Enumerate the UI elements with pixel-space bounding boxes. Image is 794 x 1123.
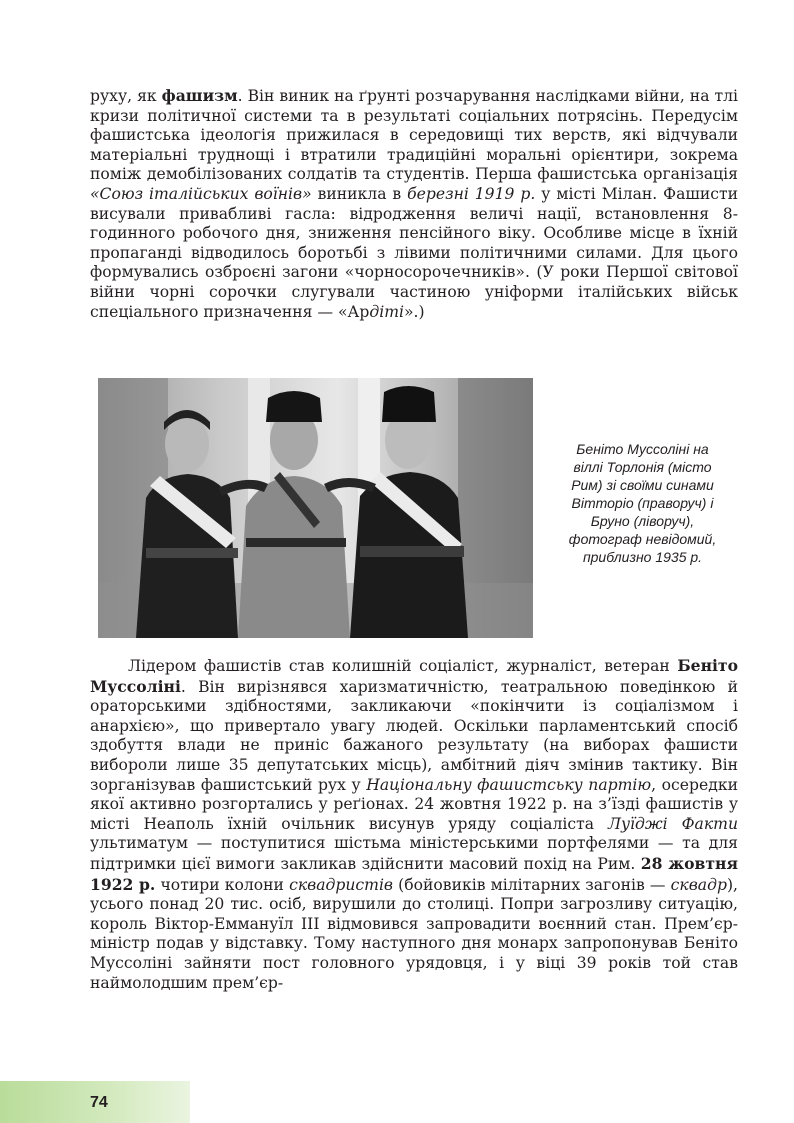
term-squadre: сквадр xyxy=(670,875,727,894)
text-run: Лідером фашистів став колишній соціаліст, журналіст, ветеран xyxy=(128,657,678,675)
photo-mussolini-with-sons xyxy=(98,378,533,638)
page-number: 74 xyxy=(90,1094,108,1111)
text-run: чотири колони xyxy=(155,875,290,894)
caption-line: Вітторіо (праворуч) і xyxy=(571,495,714,511)
term-organization: «Союз італійських воїнів» xyxy=(90,184,312,203)
caption-line: Рим) зі своїми синами xyxy=(571,477,714,493)
text-run: . Він вирізнявся харизматичністю, театральною поведінкою й ораторськими здібностями, закликаючи «покінчити із соціалізмом і анархією», що привертало увагу людей. Оскільки парламентський спосіб здобуття влади не приніс бажаного результату (на виборах фашисти вибороли лише 35 депутатських місць), амбітний діяч змінив тактику. Він зорганізував фашистський рух у xyxy=(90,677,738,794)
name-benito-mussolini: Беніто Муссоліні xyxy=(90,656,738,696)
text-run: (бойовиків мілітарних загонів — xyxy=(393,875,671,894)
paragraph-mussolini-rise xyxy=(90,656,738,993)
text-run: виникла в xyxy=(311,184,408,203)
text-run: . Він виник на ґрунті розчарування наслідками війни, на тлі кризи політичної системи та в результаті соціальних потрясінь. Передусім фашистська ідеологія прижилася в середовищі тих верств, які відчували матеріальні труднощі і втратили традиційні моральні орієнтири, зокрема поміж демобілізованих солдатів та студентів. Перша фашистська організація xyxy=(90,87,738,184)
caption-line: Беніто Муссоліні на xyxy=(576,441,709,457)
text-run: у місті Мілан. Фашисти висували привабливі гасла: відродження величі нації, встановлення 8-годинного робочого дня, зниження пенсійного віку. Особливе місце в їхній пропаганді відводилось боротьбі з лівими політичними силами. Для цього формувались озброєні загони «чорносорочечників». (У роки Першої світової війни чорні сорочки слугували частиною уніформи італійських військ спеціального призначення — «Ар xyxy=(90,184,739,321)
caption-line: Бруно (ліворуч), xyxy=(590,513,695,529)
term-fascism: фашизм xyxy=(161,86,238,105)
text-run: ультиматум — поступитися шістьма міністерськими портфелями — та для підтримки цієї вимоги закликав здійснити масовий похід на Рим. xyxy=(90,834,738,873)
caption-line: віллі Торлонія (місто xyxy=(573,459,712,475)
term-national-fascist-party: Національну фашистську партію xyxy=(366,775,652,794)
text-run: руху, як xyxy=(90,87,162,105)
term-arditi: діті xyxy=(369,302,404,321)
text-run: ), усього понад 20 тис. осіб, вирушили до столиці. Попри загрозливу ситуацію, король Віктор-Еммануїл III відмовився запровадити воєнний стан. Прем’єр-міністр подав у відставку. Тому наступного дня монарх запропонував Беніто Муссоліні зайняти пост головного урядовця, і у віці 39 років той став наймолодшим прем’єр- xyxy=(90,875,738,992)
date-march-1919: березні 1919 р. xyxy=(407,184,536,203)
caption-line: фотограф невідомий, xyxy=(568,531,717,547)
text-run: ».) xyxy=(403,302,425,321)
date-october-28-1922: 28 жовтня 1922 р. xyxy=(90,853,738,894)
caption-line: приблизно 1935 р. xyxy=(582,549,703,565)
photo-caption xyxy=(545,440,740,566)
text-run: , осередки якої активно розгортались у реґіонах. 24 жовтня 1922 р. на з’їзді фашистів у місті Неаполь їхній очільник висунув уряду соціаліста xyxy=(90,775,738,833)
name-luigi-facta: Луїджі Факти xyxy=(607,814,738,833)
term-squadristi: сквадристів xyxy=(289,875,394,894)
paragraph-fascism-origins xyxy=(90,86,738,322)
photo-illustration xyxy=(98,378,533,638)
